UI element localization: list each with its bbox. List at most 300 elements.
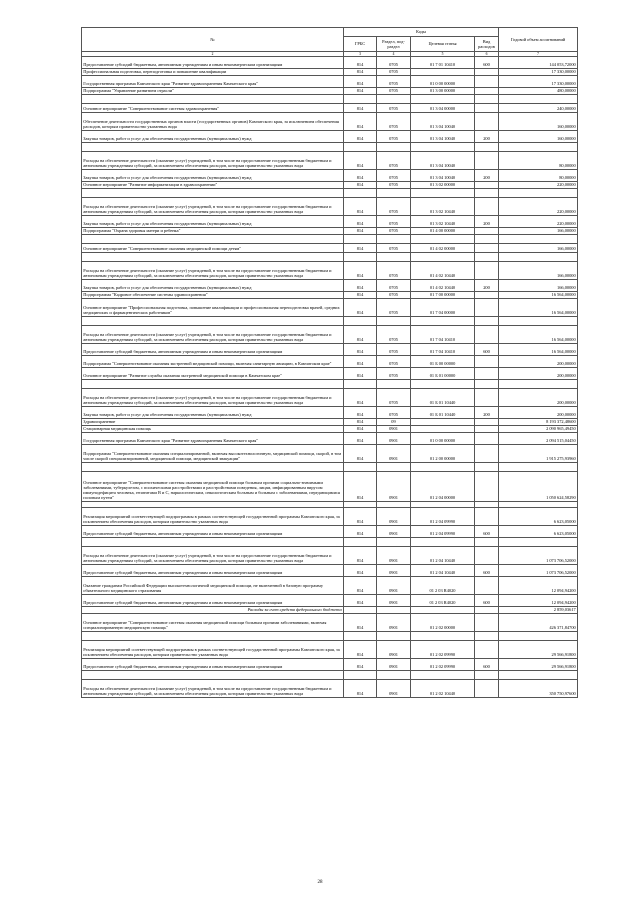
row-grbs (344, 606, 377, 613)
row-grbs: 814 (344, 355, 377, 367)
row-target-article (411, 670, 475, 679)
row-razdel (377, 379, 411, 388)
row-description (82, 462, 344, 471)
row-description: Расходы на обеспечение деятельности (оказание услуг) учреждений, в том числе на предоставление государственным бюджетным и автономным учреждениям субсидий, за исключением обеспечения расходов, которым правительство указанных вида (82, 151, 344, 169)
row-grbs: 814 (344, 658, 377, 670)
row-razdel: 0901 (377, 546, 411, 564)
row-grbs: 814 (344, 507, 377, 525)
row-amount (499, 316, 578, 325)
row-amount: 29 566,91800 (499, 640, 578, 658)
row-target-article: 01 3 04 10040 (411, 112, 475, 130)
row-amount: 200,00000 (499, 388, 578, 406)
row-amount (499, 631, 578, 640)
row-razdel: 0901 (377, 507, 411, 525)
row-target-article: 01 2 03 R4020 (411, 576, 475, 594)
row-description (82, 316, 344, 325)
row-description: Подпрограмма "Управление развитием отрасли" (82, 87, 344, 94)
row-expense-type (475, 197, 499, 215)
row-description: Предоставление субсидий бюджетным, автономным учреждениям и иным некоммерческим организациям (82, 57, 344, 69)
row-expense-type (475, 507, 499, 525)
row-amount: 12 094,94200 (499, 576, 578, 594)
table-row (82, 316, 578, 325)
row-target-article: 01 2 02 09990 (411, 658, 475, 670)
table-row (82, 576, 578, 594)
row-grbs: 814 (344, 418, 377, 425)
row-description (82, 252, 344, 261)
table-row (82, 169, 578, 181)
row-target-article: 01 3 00 00000 (411, 87, 475, 94)
row-razdel: 0901 (377, 432, 411, 444)
row-grbs: 814 (344, 103, 377, 112)
table-row (82, 606, 578, 613)
header-amount: Годовой объем ассигнований (499, 28, 578, 52)
table-row (82, 69, 578, 76)
row-grbs: 814 (344, 679, 377, 697)
row-expense-type: 200 (475, 130, 499, 142)
row-description: Расходы на обеспечение деятельности (оказание услуг) учреждений, в том числе на предоставление государственным бюджетным и автономным учреждениям субсидий, за исключением обеспечения расходов, которым правительство указанных вида (82, 546, 344, 564)
row-target-article (411, 425, 475, 432)
table-row (82, 613, 578, 631)
row-target-article (411, 142, 475, 151)
row-grbs: 814 (344, 406, 377, 418)
row-expense-type (475, 112, 499, 130)
row-target-article: 01 3 02 10440 (411, 215, 475, 227)
table-row (82, 75, 578, 87)
row-description: Расходы на обеспечение деятельности (оказание услуг) учреждений, в том числе на предоставление государственным бюджетным и автономным учреждениям субсидий, за исключением обеспечения расходов, которым правительство указанных вида (82, 261, 344, 279)
row-amount: 200,00000 (499, 367, 578, 379)
row-grbs: 814 (344, 130, 377, 142)
row-grbs: 814 (344, 594, 377, 606)
row-amount (499, 94, 578, 103)
row-expense-type (475, 471, 499, 501)
row-description: Расходы на обеспечение деятельности (оказание услуг) учреждений, в том числе на предоставление государственным бюджетным и автономным учреждениям субсидий, за исключением обеспечения расходов, которым правительство указанных вида (82, 197, 344, 215)
row-expense-type (475, 261, 499, 279)
row-amount: 2 094 515,04450 (499, 432, 578, 444)
row-target-article: 01 4 02 10440 (411, 279, 475, 291)
row-grbs (344, 379, 377, 388)
header-razdel: Раздел, под-раздел (377, 37, 411, 52)
row-amount: 166,00000 (499, 227, 578, 234)
row-amount (499, 142, 578, 151)
row-target-article: 01 2 03 R4020 (411, 594, 475, 606)
row-target-article: 01 7 04 10410 (411, 343, 475, 355)
table-row (82, 594, 578, 606)
row-target-article: 01 7 04 10410 (411, 325, 475, 343)
row-grbs: 814 (344, 151, 377, 169)
row-razdel: 0705 (377, 112, 411, 130)
row-grbs: 814 (344, 291, 377, 298)
row-target-article (411, 234, 475, 243)
row-target-article: 01 4 02 10440 (411, 261, 475, 279)
row-expense-type (475, 355, 499, 367)
row-razdel: 0705 (377, 243, 411, 252)
row-grbs: 814 (344, 546, 377, 564)
row-amount: 220,00000 (499, 181, 578, 188)
row-description: Государственная программа Камчатского края "Развитие здравоохранения Камчатского края" (82, 75, 344, 87)
row-razdel (377, 631, 411, 640)
row-amount: 16 564,00000 (499, 291, 578, 298)
row-target-article: 01 4 00 00000 (411, 227, 475, 234)
table-row (82, 130, 578, 142)
row-expense-type (475, 181, 499, 188)
row-grbs: 814 (344, 576, 377, 594)
row-expense-type (475, 444, 499, 462)
row-grbs: 814 (344, 388, 377, 406)
row-razdel: 0705 (377, 87, 411, 94)
row-razdel: 0901 (377, 525, 411, 537)
row-expense-type (475, 142, 499, 151)
row-amount: 12 094,94200 (499, 594, 578, 606)
row-grbs: 814 (344, 69, 377, 76)
row-razdel: 0705 (377, 325, 411, 343)
table-row (82, 670, 578, 679)
row-amount: 426 371,84700 (499, 613, 578, 631)
row-amount: 16 564,00000 (499, 325, 578, 343)
row-grbs: 814 (344, 261, 377, 279)
row-description: Реализация мероприятий соответствующей подпрограммы в рамках соответствующей государственной программы Камчатского края, за исключением обеспечения расходов, которым правительство указанных вида (82, 640, 344, 658)
row-expense-type (475, 316, 499, 325)
row-amount: 80,00000 (499, 169, 578, 181)
row-grbs (344, 252, 377, 261)
row-description: Расходы на обеспечение деятельности (оказание услуг) учреждений, в том числе на предоставление государственным бюджетным и автономным учреждениям субсидий, за исключением обеспечения расходов, которым правительство указанных вида (82, 325, 344, 343)
row-description: Расходы на обеспечение деятельности (оказание услуг) учреждений, в том числе на предоставление государственным бюджетным и автономным учреждениям субсидий, за исключением обеспечения расходов, которым правительство указанных вида (82, 679, 344, 697)
row-grbs: 814 (344, 564, 377, 576)
row-razdel (377, 252, 411, 261)
row-grbs (344, 316, 377, 325)
row-description: Основное мероприятие "Развитие службы оказания экстренной медицинской помощи в Камчатском крае" (82, 367, 344, 379)
row-target-article (411, 418, 475, 425)
row-amount (499, 188, 578, 197)
row-expense-type (475, 69, 499, 76)
row-grbs: 814 (344, 279, 377, 291)
table-row (82, 112, 578, 130)
row-expense-type (475, 151, 499, 169)
row-expense-type (475, 462, 499, 471)
table-row (82, 471, 578, 501)
row-amount: 1 050 624,58290 (499, 471, 578, 501)
row-target-article: 01 2 04 00000 (411, 471, 475, 501)
table-row (82, 507, 578, 525)
table-row (82, 343, 578, 355)
row-razdel: 0901 (377, 613, 411, 631)
row-target-article: 01 2 04 10440 (411, 546, 475, 564)
header-cs: Целевая статья (411, 37, 475, 52)
row-target-article: 01 2 02 00000 (411, 613, 475, 631)
row-expense-type (475, 227, 499, 234)
row-razdel: 0705 (377, 103, 411, 112)
row-description: Оказание гражданам Российской Федерации высокотехнологичной медицинской помощи, не включенной в базовую программу обязательного медицинского страхования (82, 576, 344, 594)
row-description: Профессиональная подготовка, переподготовка и повышение квалификации (82, 69, 344, 76)
row-target-article: 01 7 01 10410 (411, 57, 475, 69)
row-amount: 480,00000 (499, 87, 578, 94)
row-target-article (411, 537, 475, 546)
row-target-article: 01 2 04 09990 (411, 525, 475, 537)
row-amount: 220,00000 (499, 215, 578, 227)
table-row (82, 425, 578, 432)
row-amount (499, 670, 578, 679)
row-target-article: 01 Б 01 10440 (411, 406, 475, 418)
budget-table (81, 27, 578, 698)
table-row (82, 388, 578, 406)
row-razdel: 0901 (377, 564, 411, 576)
table-row (82, 640, 578, 658)
row-grbs: 814 (344, 169, 377, 181)
row-grbs (344, 94, 377, 103)
colnum-3: 3 (344, 52, 377, 57)
row-description: Подпрограмма "Охрана здоровья матери и ребенка" (82, 227, 344, 234)
row-target-article: 01 2 04 10440 (411, 564, 475, 576)
row-amount: 1 073 706,52000 (499, 564, 578, 576)
row-description: Основное мероприятие "Профессиональная подготовка, повышение квалификации и профессиональная переподготовка врачей, средних медицинских и фармацевтических работников" (82, 298, 344, 316)
row-expense-type: 600 (475, 594, 499, 606)
row-amount: 17 330,00000 (499, 75, 578, 87)
row-target-article: 01 3 04 00000 (411, 103, 475, 112)
row-expense-type (475, 576, 499, 594)
row-target-article: 01 Б 01 10440 (411, 388, 475, 406)
row-description: Предоставление субсидий бюджетным, автономным учреждениям и иным некоммерческим организациям (82, 658, 344, 670)
row-amount: 160,00000 (499, 112, 578, 130)
row-razdel: 0705 (377, 298, 411, 316)
table-row (82, 564, 578, 576)
row-grbs: 814 (344, 325, 377, 343)
row-razdel: 0705 (377, 343, 411, 355)
row-amount: 16 564,00000 (499, 343, 578, 355)
row-target-article: 01 3 04 10040 (411, 130, 475, 142)
row-amount: 166,00000 (499, 279, 578, 291)
row-target-article (411, 316, 475, 325)
row-grbs (344, 234, 377, 243)
row-razdel: 0901 (377, 640, 411, 658)
table-row (82, 252, 578, 261)
row-grbs: 814 (344, 432, 377, 444)
row-expense-type (475, 75, 499, 87)
row-description: Обеспечение деятельности государственных органов власти (государственных органов) Камчатского края, за исключением обеспечения расходов, которым правительство указанных вида (82, 112, 344, 130)
row-expense-type: 200 (475, 279, 499, 291)
row-target-article: 01 0 00 00000 (411, 432, 475, 444)
row-amount: 220,00000 (499, 197, 578, 215)
colnum-5: 5 (411, 52, 475, 57)
row-expense-type (475, 640, 499, 658)
row-amount: 6 623,05000 (499, 507, 578, 525)
table-row (82, 87, 578, 94)
row-target-article: 01 2 02 09990 (411, 640, 475, 658)
row-grbs: 814 (344, 215, 377, 227)
row-amount (499, 379, 578, 388)
row-expense-type (475, 367, 499, 379)
row-description: Реализация мероприятий соответствующей подпрограммы в рамках соответствующей государственной программы Камчатского края, за исключением обеспечения расходов, которым правительство указанных вида (82, 507, 344, 525)
row-grbs: 814 (344, 343, 377, 355)
row-target-article: 01 Б 00 00000 (411, 355, 475, 367)
row-expense-type (475, 425, 499, 432)
row-description: Закупка товаров, работ и услуг для обеспечения государственных (муниципальных) нужд (82, 406, 344, 418)
row-grbs (344, 188, 377, 197)
table-row (82, 234, 578, 243)
row-description (82, 188, 344, 197)
row-expense-type (475, 234, 499, 243)
row-razdel: 0901 (377, 576, 411, 594)
row-amount: 1 915 275,93960 (499, 444, 578, 462)
row-grbs: 814 (344, 298, 377, 316)
row-description (82, 94, 344, 103)
row-description: Закупка товаров, работ и услуг для обеспечения государственных (муниципальных) нужд (82, 169, 344, 181)
row-razdel: 0705 (377, 291, 411, 298)
row-target-article: 01 7 00 00000 (411, 291, 475, 298)
row-expense-type (475, 243, 499, 252)
row-target-article: 01 7 04 00000 (411, 298, 475, 316)
row-description: Предоставление субсидий бюджетным, автономным учреждениям и иным некоммерческим организациям (82, 343, 344, 355)
row-razdel (377, 188, 411, 197)
row-razdel (377, 316, 411, 325)
row-expense-type (475, 379, 499, 388)
row-target-article (411, 462, 475, 471)
row-expense-type (475, 537, 499, 546)
row-razdel: 0705 (377, 169, 411, 181)
row-amount (499, 234, 578, 243)
row-razdel (377, 537, 411, 546)
row-description (82, 379, 344, 388)
row-razdel: 0901 (377, 679, 411, 697)
row-target-article (411, 94, 475, 103)
row-grbs: 814 (344, 525, 377, 537)
table-row (82, 325, 578, 343)
row-razdel: 0705 (377, 215, 411, 227)
row-description: Подпрограмма "Совершенствование оказания экстренной медицинской помощи, включая санитарную авиацию, в Камчатском крае" (82, 355, 344, 367)
table-row (82, 631, 578, 640)
row-expense-type: 600 (475, 564, 499, 576)
table-row (82, 432, 578, 444)
row-razdel (377, 670, 411, 679)
row-amount: 1 073 706,52000 (499, 546, 578, 564)
row-grbs: 814 (344, 471, 377, 501)
page-number: 28 (317, 880, 323, 885)
row-amount (499, 537, 578, 546)
row-razdel: 0705 (377, 227, 411, 234)
row-target-article (411, 252, 475, 261)
table-row (82, 181, 578, 188)
table-row (82, 188, 578, 197)
row-description: Здравоохранение (82, 418, 344, 425)
row-grbs (344, 462, 377, 471)
row-expense-type (475, 291, 499, 298)
row-description: Расходы на обеспечение деятельности (оказание услуг) учреждений, в том числе на предоставление государственным бюджетным и автономным учреждениям субсидий, за исключением обеспечения расходов, которым правительство указанных вида (82, 388, 344, 406)
row-razdel: 0705 (377, 388, 411, 406)
row-razdel: 09 (377, 418, 411, 425)
row-razdel: 0705 (377, 279, 411, 291)
row-amount: 200,00000 (499, 355, 578, 367)
table-row (82, 537, 578, 546)
table-row (82, 418, 578, 425)
table-header (82, 28, 578, 57)
row-expense-type: 200 (475, 169, 499, 181)
row-amount: 29 566,91800 (499, 658, 578, 670)
header-codes: Коды (344, 28, 499, 37)
header-grbs: ГРБС (344, 37, 377, 52)
row-target-article (411, 188, 475, 197)
row-expense-type (475, 325, 499, 343)
row-amount: 80,00000 (499, 151, 578, 169)
table-row (82, 525, 578, 537)
row-expense-type (475, 298, 499, 316)
row-description: Основное мероприятие "Совершенствование системы оказания медицинской помощи больным прочими заболеваниями, включая специализированную медицинскую помощь" (82, 613, 344, 631)
row-target-article: 01 2 02 10440 (411, 679, 475, 697)
row-amount (499, 252, 578, 261)
row-expense-type (475, 546, 499, 564)
row-target-article (411, 631, 475, 640)
table-row (82, 291, 578, 298)
row-expense-type (475, 606, 499, 613)
row-grbs: 814 (344, 57, 377, 69)
row-grbs: 814 (344, 181, 377, 188)
row-expense-type (475, 87, 499, 94)
row-razdel (377, 94, 411, 103)
row-description: Основное мероприятие "Совершенствование оказания медицинской помощи детям" (82, 243, 344, 252)
table-row (82, 462, 578, 471)
row-amount: 160,00000 (499, 130, 578, 142)
row-grbs (344, 142, 377, 151)
row-amount: 240,00000 (499, 103, 578, 112)
row-expense-type (475, 103, 499, 112)
row-target-article: 01 2 00 00000 (411, 444, 475, 462)
row-description (82, 670, 344, 679)
row-expense-type: 600 (475, 343, 499, 355)
row-expense-type (475, 613, 499, 631)
row-razdel: 0705 (377, 57, 411, 69)
row-expense-type: 600 (475, 57, 499, 69)
row-razdel: 0901 (377, 471, 411, 501)
row-description: Основное мероприятие "Развитие информатизации в здравоохранении" (82, 181, 344, 188)
row-expense-type (475, 388, 499, 406)
row-amount: 144 053,72000 (499, 57, 578, 69)
row-grbs: 814 (344, 112, 377, 130)
row-target-article: 01 0 00 00000 (411, 75, 475, 87)
row-amount: 6 623,05000 (499, 525, 578, 537)
table-row (82, 279, 578, 291)
row-grbs (344, 537, 377, 546)
table-row (82, 243, 578, 252)
table-row (82, 298, 578, 316)
row-target-article (411, 379, 475, 388)
row-razdel: 0705 (377, 69, 411, 76)
table-row (82, 57, 578, 69)
row-target-article: 01 3 02 10440 (411, 197, 475, 215)
row-expense-type: 200 (475, 406, 499, 418)
table-row (82, 355, 578, 367)
table-row (82, 151, 578, 169)
row-razdel: 0901 (377, 425, 411, 432)
row-razdel: 0705 (377, 261, 411, 279)
row-razdel: 0705 (377, 181, 411, 188)
row-expense-type (475, 670, 499, 679)
row-description: Государственная программа Камчатского края "Развитие здравоохранения Камчатского края" (82, 432, 344, 444)
row-amount: 350 750,97600 (499, 679, 578, 697)
row-expense-type (475, 432, 499, 444)
row-razdel (377, 234, 411, 243)
row-expense-type: 600 (475, 525, 499, 537)
row-target-article: 01 3 02 00000 (411, 181, 475, 188)
row-razdel: 0901 (377, 594, 411, 606)
row-razdel: 0705 (377, 130, 411, 142)
row-amount: 166,00000 (499, 243, 578, 252)
table-row (82, 142, 578, 151)
row-amount: 2 090 965,49450 (499, 425, 578, 432)
header-number: № (82, 28, 344, 52)
row-description: Предоставление субсидий бюджетным, автономным учреждениям и иным некоммерческим организациям (82, 594, 344, 606)
row-razdel: 0705 (377, 151, 411, 169)
table-body (82, 57, 578, 698)
row-target-article (411, 69, 475, 76)
row-target-article (411, 606, 475, 613)
row-amount: 166,00000 (499, 261, 578, 279)
